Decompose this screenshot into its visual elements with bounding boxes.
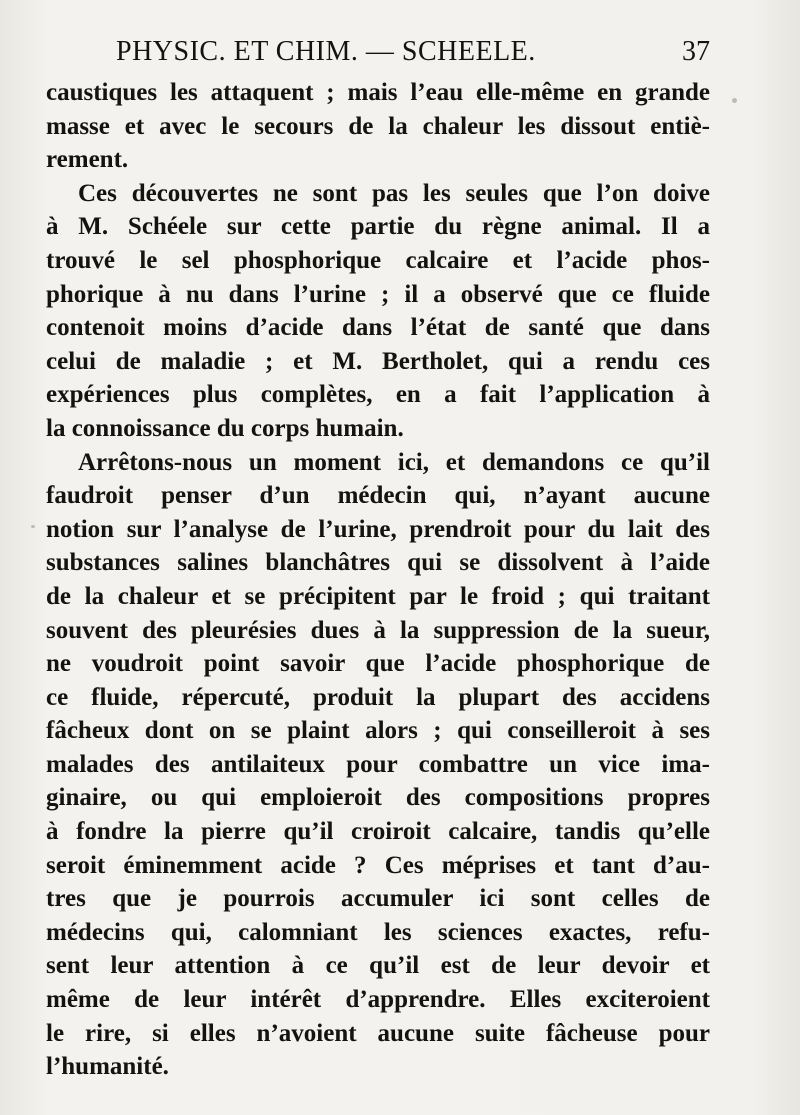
paragraph <box>46 76 710 177</box>
text-line: rement. <box>46 146 129 174</box>
text-line: celui de maladie ; et M. Bertholet, qui a rendu ces <box>46 347 710 375</box>
body-text <box>46 76 710 1084</box>
text-line: ce fluide, répercuté, produit la plupart des accidens <box>46 683 710 711</box>
text-line: substances salines blanchâtres qui se dissolvent à l’aide <box>46 549 710 577</box>
page-number: 37 <box>682 36 710 67</box>
text-line: seroit éminemment acide ? Ces méprises et tant d’au- <box>46 851 710 879</box>
text-line: à fondre la pierre qu’il croiroit calcaire, tandis qu’elle <box>46 818 710 846</box>
text-line: Ces découvertes ne sont pas les seules que l’on doive <box>78 179 710 207</box>
text-line: contenoit moins d’acide dans l’état de santé que dans <box>46 314 710 342</box>
text-line: le rire, si elles n’avoient aucune suite fâcheuse pour <box>46 1019 710 1047</box>
paragraph <box>46 446 710 1084</box>
text-line: la connoissance du corps humain. <box>46 414 404 442</box>
text-line: trouvé le sel phosphorique calcaire et l’acide phos- <box>46 246 710 274</box>
ink-speck <box>732 98 737 103</box>
text-line: sent leur attention à ce qu’il est de leur devoir et <box>46 952 710 980</box>
running-head: PHYSIC. ET CHIM. — SCHEELE. <box>116 36 536 67</box>
text-line: de la chaleur et se précipitent par le froid ; qui traitant <box>46 582 710 610</box>
text-line: masse et avec le secours de la chaleur les dissout entiè- <box>46 112 710 140</box>
text-line: phorique à nu dans l’urine ; il a observé que ce fluide <box>46 280 710 308</box>
text-line: malades des antilaiteux pour combattre un vice ima- <box>46 750 710 778</box>
text-line: notion sur l’analyse de l’urine, prendroit pour du lait des <box>46 515 710 543</box>
page-header <box>46 36 714 76</box>
text-line: ne voudroit point savoir que l’acide phosphorique de <box>46 650 710 678</box>
text-line: à M. Schéele sur cette partie du règne animal. Il a <box>46 213 710 241</box>
ink-speck <box>31 525 35 528</box>
text-line: Arrêtons-nous un moment ici, et demandons ce qu’il <box>78 448 710 476</box>
text-line: caustiques les attaquent ; mais l’eau elle-même en grande <box>46 79 710 106</box>
text-line: souvent des pleurésies dues à la suppression de la sueur, <box>46 616 710 644</box>
text-line: tres que je pourrois accumuler ici sont celles de <box>46 885 710 913</box>
text-line: ginaire, ou qui emploieroit des compositions propres <box>46 784 710 812</box>
text-line: fâcheux dont on se plaint alors ; qui conseilleroit à ses <box>46 717 710 745</box>
text-line: expériences plus complètes, en a fait l’application à <box>46 381 710 409</box>
paragraph <box>46 177 710 446</box>
text-line: médecins qui, calomniant les sciences exactes, refu- <box>46 918 710 946</box>
text-line: l’humanité. <box>46 1053 169 1081</box>
text-line: même de leur intérêt d’apprendre. Elles exciteroient <box>46 986 710 1014</box>
text-line: faudroit penser d’un médecin qui, n’ayant aucune <box>46 482 710 510</box>
